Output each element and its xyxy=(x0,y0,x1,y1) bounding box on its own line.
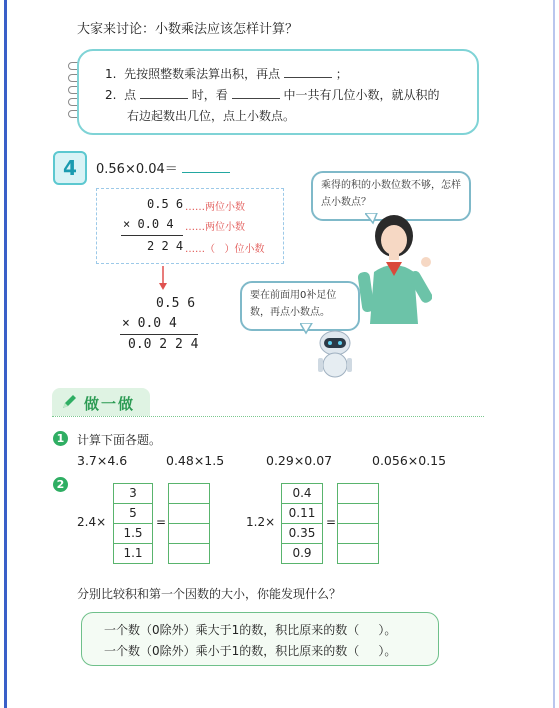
calc-note-3: ……（ ）位小数 xyxy=(185,244,265,255)
question-number-badge: 2 xyxy=(53,477,68,492)
method-notebook-box xyxy=(77,49,479,135)
step-text: 时，看 xyxy=(191,88,228,102)
calc-row-2: × 0.0 4 xyxy=(122,316,177,331)
girl-student-illustration xyxy=(356,214,432,324)
example-equation xyxy=(96,158,230,177)
calc-row-1: 0.5 6 xyxy=(147,197,184,211)
problem-0-48x1-5: 0.48×1.5 xyxy=(166,453,225,468)
banner-divider xyxy=(52,416,484,417)
robot-speech-bubble: 要在前面用0补足位数，再点小数点。 xyxy=(240,281,360,331)
vertical-calc-final xyxy=(120,296,200,356)
answer-blank[interactable] xyxy=(140,98,188,99)
product-answer-cell[interactable] xyxy=(168,503,210,524)
example-number-badge: 4 xyxy=(53,151,87,185)
step-text: 中一共有几位小数，就从积的 xyxy=(283,88,440,102)
conclusion-line-1: 一个数（0除外）乘大于1的数，积比原来的数（ ）。 xyxy=(104,623,397,637)
multiplier-label: 1.2× xyxy=(246,515,276,529)
equation-text: 0.56×0.04＝ xyxy=(96,162,178,177)
down-arrow-icon xyxy=(157,266,169,292)
question-1-text: 计算下面各题。 xyxy=(77,433,162,447)
calc-row-3: 2 2 4 xyxy=(147,239,184,253)
calc-note-2: ……两位小数 xyxy=(185,222,245,233)
method-step-2 xyxy=(105,86,439,103)
product-answer-cell[interactable] xyxy=(337,503,379,524)
factor-cell: 1.5 xyxy=(113,523,153,544)
bubble-tail xyxy=(300,323,314,335)
factor-cell: 0.4 xyxy=(281,483,323,504)
product-answer-cell[interactable] xyxy=(168,543,210,564)
product-answer-cell[interactable] xyxy=(168,523,210,544)
factor-cell: 3 xyxy=(113,483,153,504)
conclusion-line-2: 一个数（0除外）乘小于1的数，积比原来的数（ ）。 xyxy=(104,644,397,658)
problem-0-056x0-15: 0.056×0.15 xyxy=(372,453,447,468)
calc-note-1: ……两位小数 xyxy=(185,202,245,213)
vertical-calc-annotated xyxy=(96,188,284,264)
answer-blank[interactable] xyxy=(232,98,280,99)
factor-cell: 0.9 xyxy=(281,543,323,564)
calc-row-2: × 0.0 4 xyxy=(123,217,174,231)
robot-illustration xyxy=(314,330,356,380)
page-margin-rule xyxy=(4,0,7,708)
answer-blank[interactable] xyxy=(284,77,332,78)
calc-row-1: 0.5 6 xyxy=(156,296,196,311)
calc-row-3: 0.0 2 2 4 xyxy=(128,337,199,352)
girl-speech-bubble: 乘得的积的小数位数不够，怎样点小数点？ xyxy=(311,171,471,221)
factor-cell: 5 xyxy=(113,503,153,524)
method-step-2-cont: 右边起数出几位，点上小数点。 xyxy=(127,109,296,123)
step-number: 1. xyxy=(105,67,117,81)
comparison-prompt: 分别比较积和第一个因数的大小，你能发现什么？ xyxy=(77,587,342,601)
question-number-badge: 1 xyxy=(53,431,68,446)
factor-cell: 0.35 xyxy=(281,523,323,544)
equals-sign: = xyxy=(326,515,337,529)
practice-title: 做一做 xyxy=(84,395,136,413)
factor-cell: 1.1 xyxy=(113,543,153,564)
conclusion-box xyxy=(81,612,439,666)
page-edge-rule xyxy=(553,0,555,708)
multiplier-label: 2.4× xyxy=(77,515,107,529)
method-step-1 xyxy=(105,65,348,82)
discussion-prompt: 大家来讨论：小数乘法应该怎样计算？ xyxy=(77,22,299,37)
factor-cell: 0.11 xyxy=(281,503,323,524)
product-answer-cell[interactable] xyxy=(337,543,379,564)
product-answer-cell[interactable] xyxy=(168,483,210,504)
product-answer-cell[interactable] xyxy=(337,483,379,504)
calc-underline xyxy=(121,235,183,236)
step-number: 2. xyxy=(105,88,117,102)
step-text: 先按照整数乘法算出积，再点 xyxy=(124,67,281,81)
step-punctuation: ； xyxy=(335,67,348,81)
product-answer-cell[interactable] xyxy=(337,523,379,544)
problem-0-29x0-07: 0.29×0.07 xyxy=(266,453,333,468)
pencil-icon xyxy=(61,394,77,410)
problem-3-7x4-6: 3.7×4.6 xyxy=(77,453,128,468)
equals-sign: = xyxy=(156,515,167,529)
step-text: 点 xyxy=(124,88,137,102)
answer-blank[interactable] xyxy=(182,172,230,173)
calc-underline xyxy=(120,334,198,335)
